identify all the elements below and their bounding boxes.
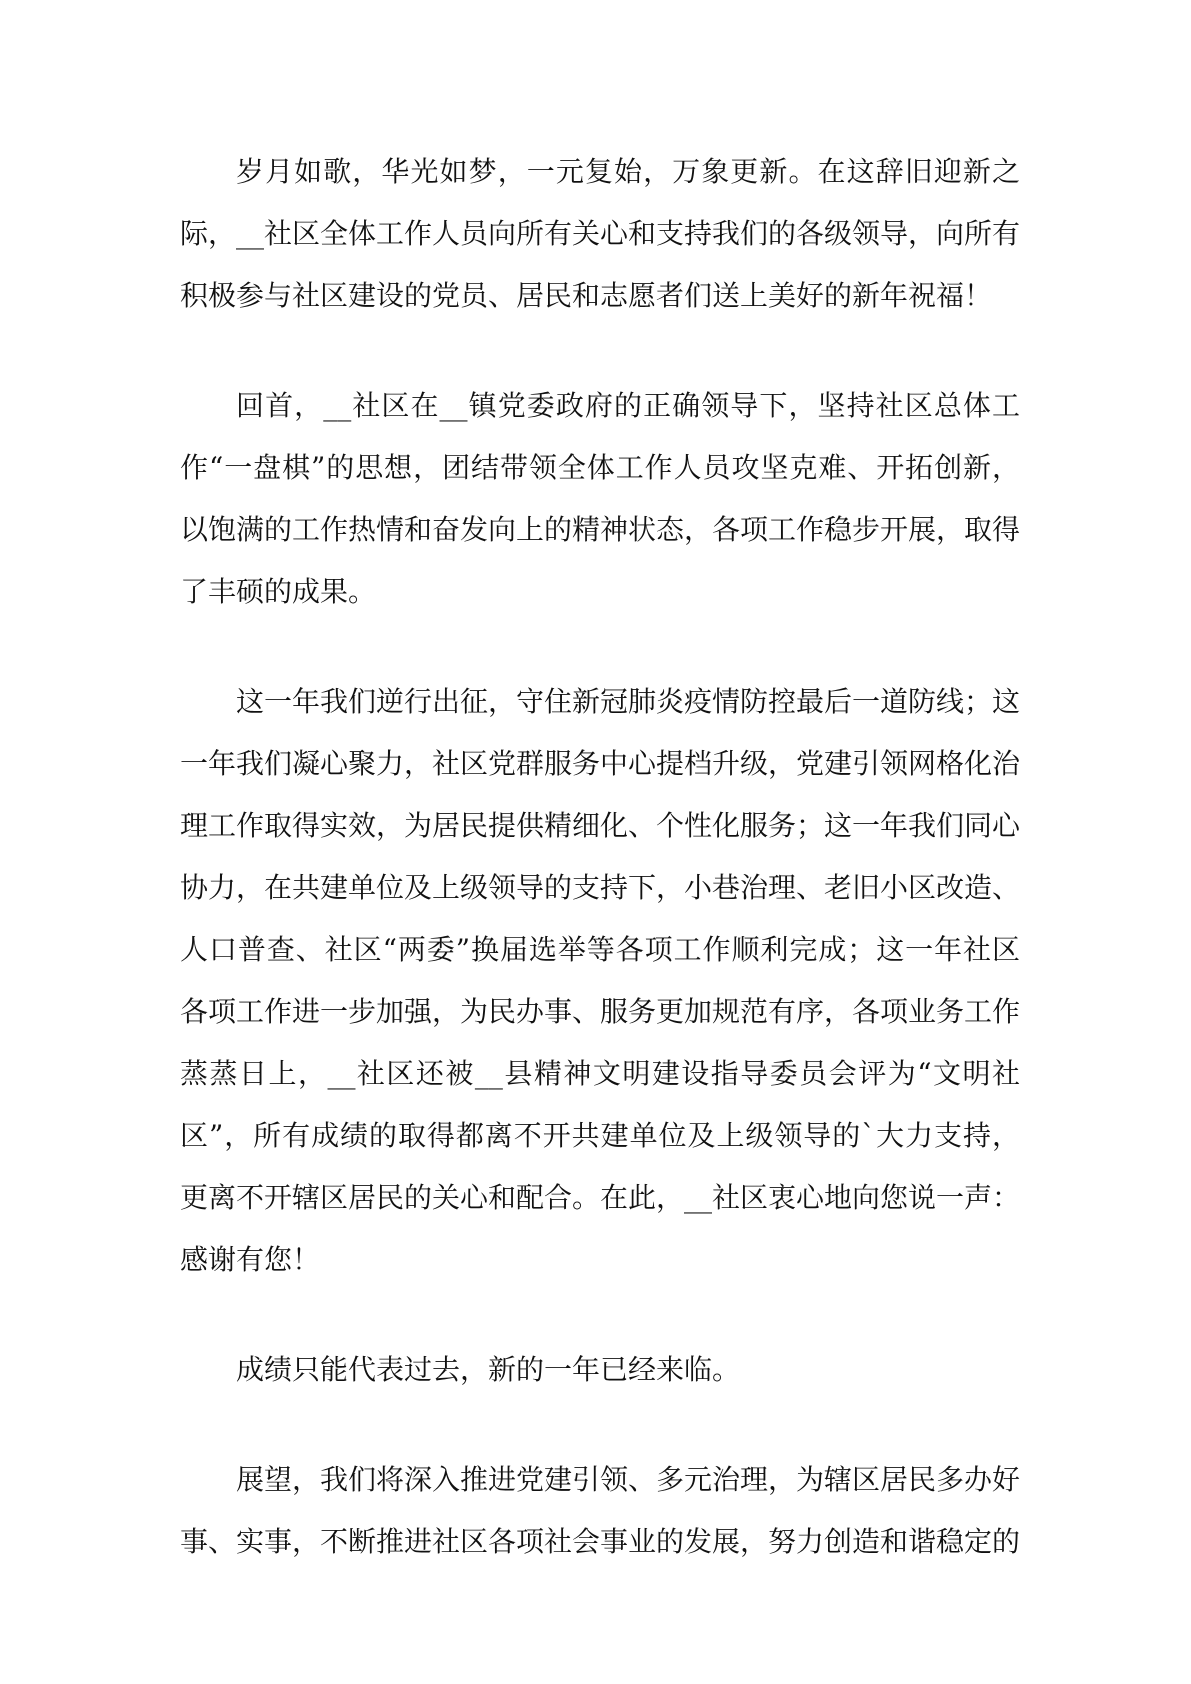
paragraph-review: 回首，__社区在__镇党委政府的正确领导下，坚持社区总体工作“一盘棋”的思想，团结带领全体工作人员攻坚克难、开拓创新，以饱满的工作热情和奋发向上的精神状态，各项工作稳步开展，取得了丰硕的成果。	[180, 389, 1021, 608]
paragraph-new-year-greeting: 岁月如歌，华光如梦，一元复始，万象更新。在这辞旧迎新之际，__社区全体工作人员向所有关心和支持我们的各级领导，向所有积极参与社区建设的党员、居民和志愿者们送上美好的新年祝福！	[180, 155, 1021, 312]
paragraph-outlook: 展望，我们将深入推进党建引领、多元治理，为辖区居民多办好事、实事，不断推进社区各项社会事业的发展，努力创造和谐稳定的	[180, 1463, 1021, 1558]
paragraph-achievements: 这一年我们逆行出征，守住新冠肺炎疫情防控最后一道防线；这一年我们凝心聚力，社区党群服务中心提档升级，党建引领网格化治理工作取得实效，为居民提供精细化、个性化服务；这一年我们同心协力，在共建单位及上级领导的支持下，小巷治理、老旧小区改造、人口普查、社区“两委”换届选举等各项工作顺利完成；这一年社区各项工作进一步加强，为民办事、服务更加规范有序，各项业务工作蒸蒸日上，__社区还被__县精神文明建设指导委员会评为“文明社区”，所有成绩的取得都离不开共建单位及上级领导的`大力支持，更离不开辖区居民的关心和配合。在此，__社区衷心地向您说一声：感谢有您！	[180, 685, 1021, 1276]
document-body	[180, 141, 1020, 1621]
paragraph-transition: 成绩只能代表过去，新的一年已经来临。	[236, 1353, 741, 1386]
